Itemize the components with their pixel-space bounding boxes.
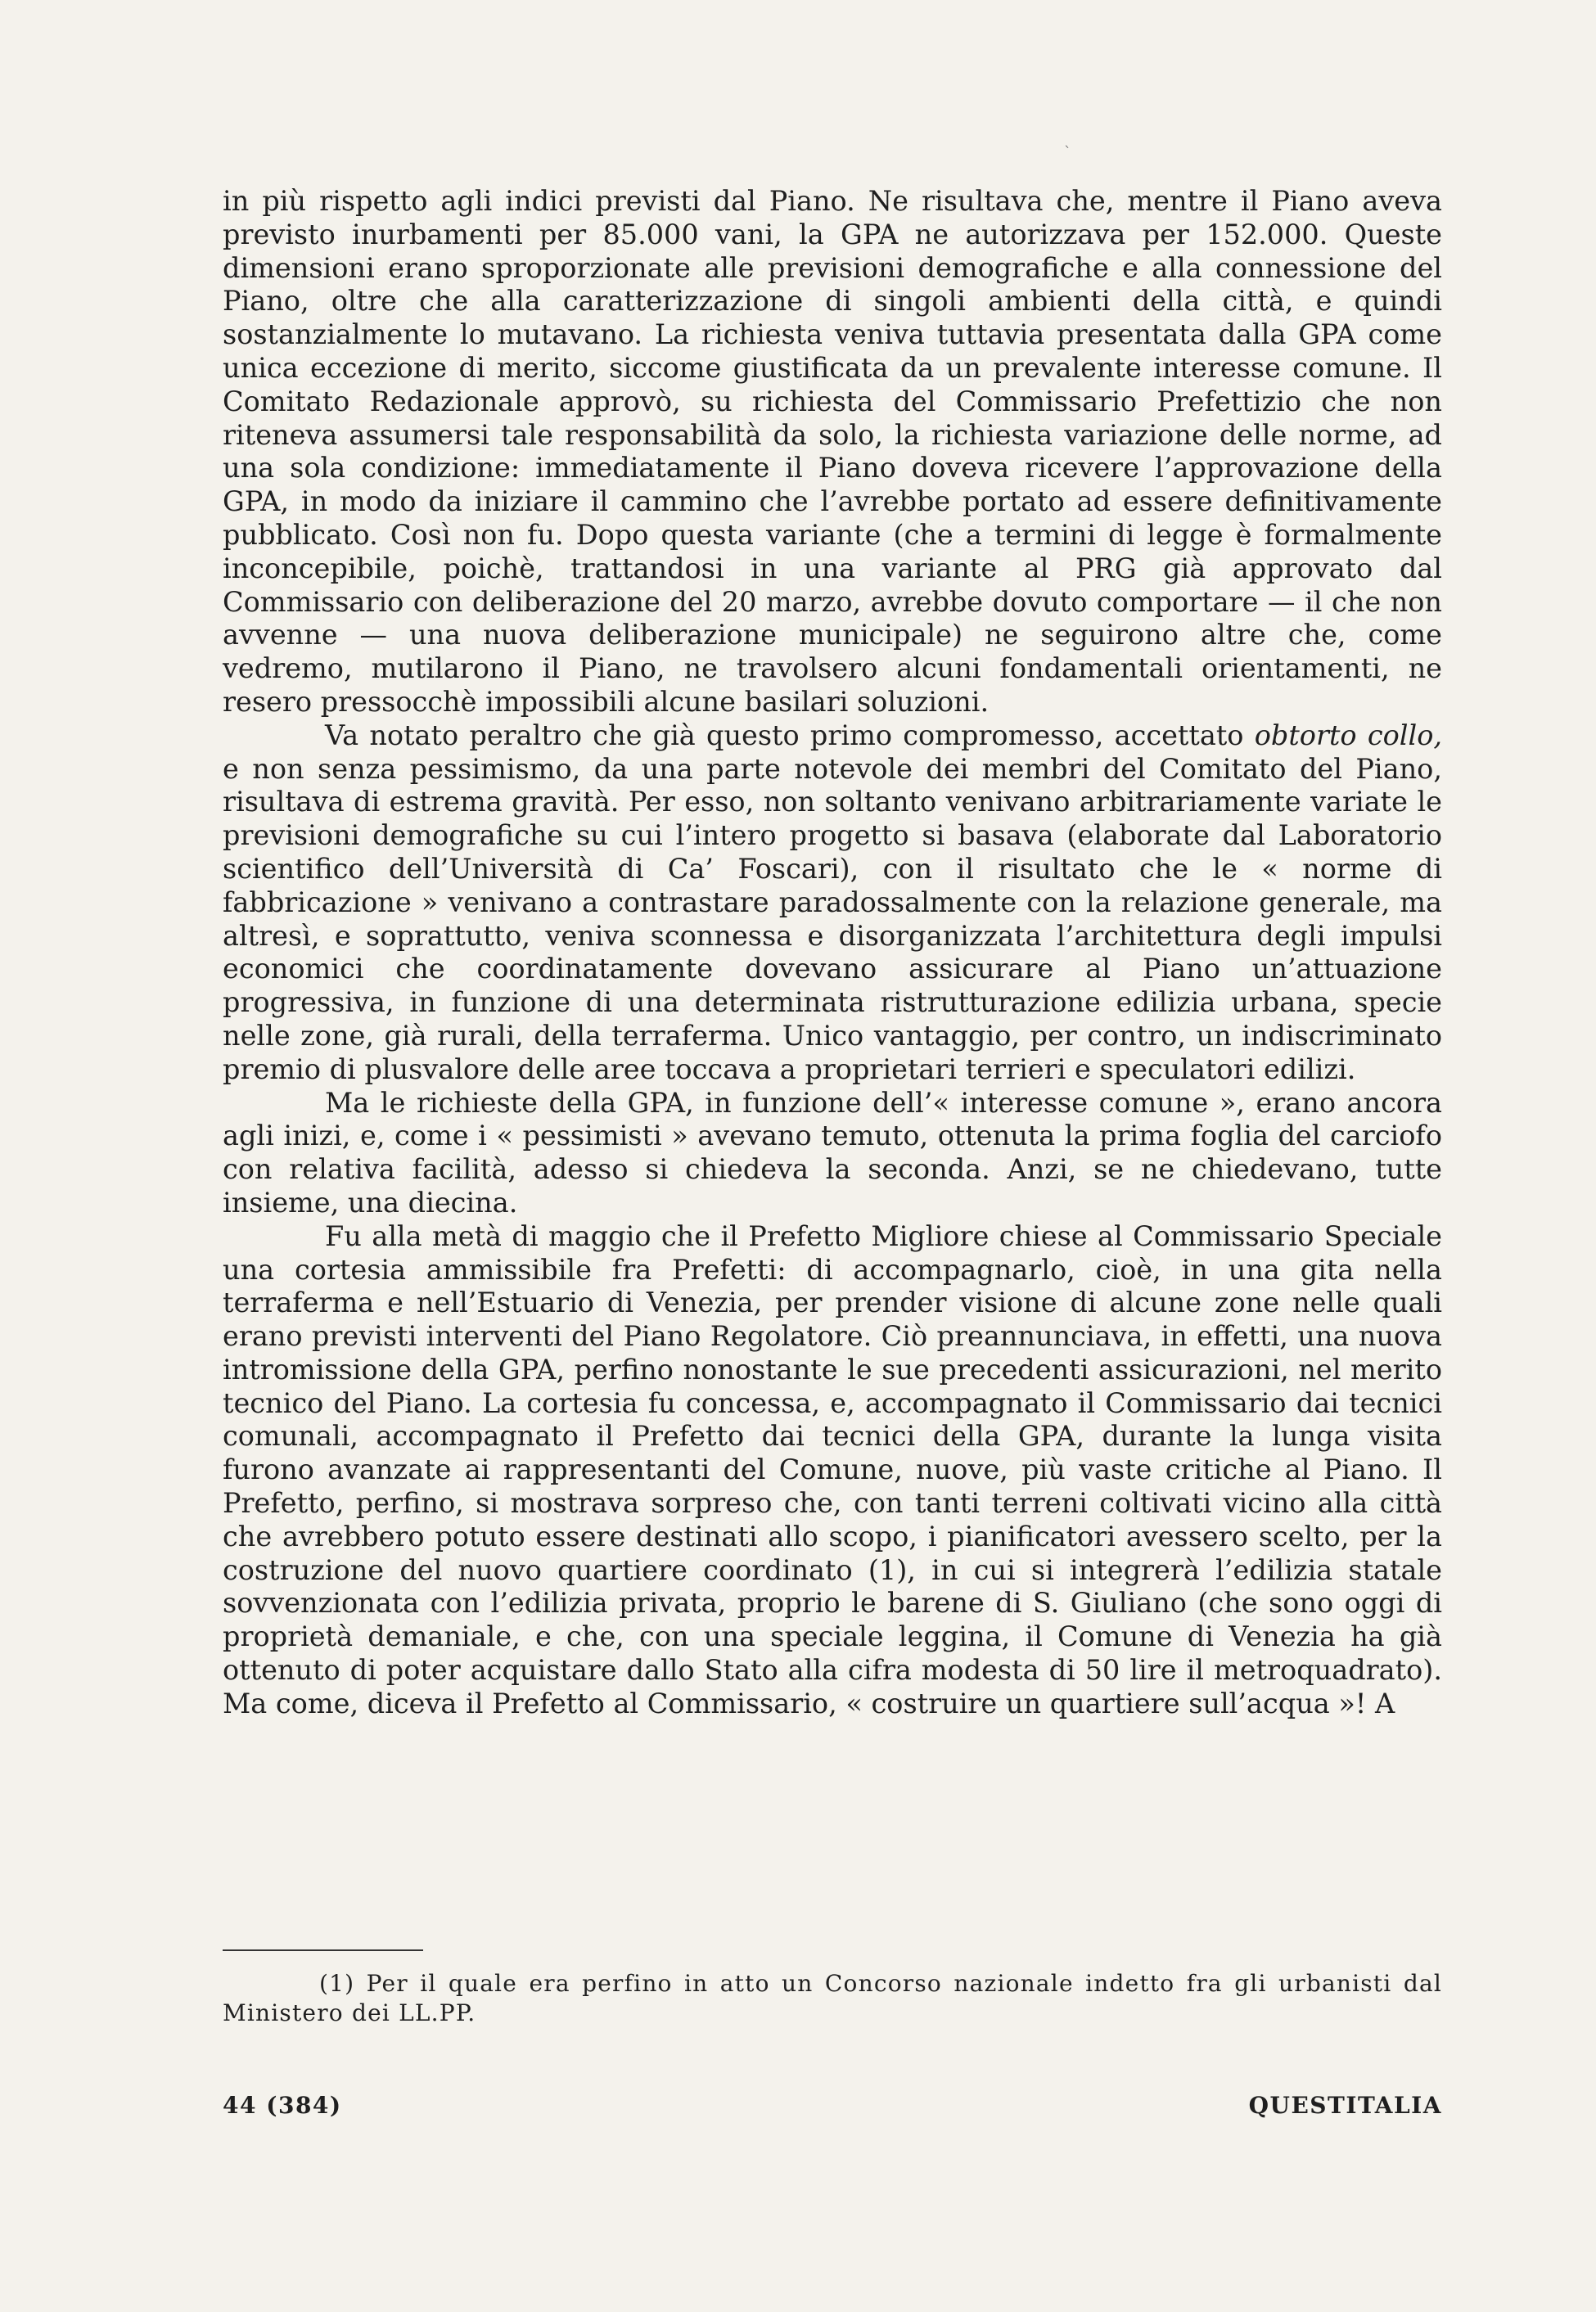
paragraph-2-after: e non senza pessimismo, da una parte notevole dei membri del Comitato del Piano, risultava di estrema gravità. Per esso, non soltanto venivano arbitrariamente variate le previsioni demografiche su cui l’intero progetto si basava (elaborate dal Laboratorio scientifico dell’Università di Ca’ Foscari), con il risultato che le « norme di fabbricazione » venivano a contrastare paradossalmente con la relazione generale, ma altresì, e soprattutto, veniva sconnessa e disorganizzata l’architettura degli impulsi economici che coordinatamente dovevano assicurare al Piano un’attuazione progressiva, in funzione di una determinata ristrutturazione edilizia urbana, specie nelle zone, già rurali, della terraferma. Unico vantaggio, per contro, un indiscriminato premio di plusvalore delle aree toccava a proprietari terrieri e speculatori edilizi. <box>223 752 1442 1085</box>
body-text <box>223 185 1442 1721</box>
paragraph-1: in più rispetto agli indici previsti dal Piano. Ne risultava che, mentre il Piano aveva previsto inurbamenti per 85.000 vani, la GPA ne autorizzava per 152.000. Queste dimensioni erano sproporzionate alle previsioni demografiche e alla connessione del Piano, oltre che alla caratterizzazione di singoli ambienti della città, e quindi sostanzialmente lo mutavano. La richiesta veniva tuttavia presentata dalla GPA come unica eccezione di merito, siccome giustificata da un prevalente interesse comune. Il Comitato Redazionale approvò, su richiesta del Commissario Prefettizio che non riteneva assumersi tale responsabilità da solo, la richiesta variazione delle norme, ad una sola condizione: immediatamente il Piano doveva ricevere l’approvazione della GPA, in modo da iniziare il cammino che l’avrebbe portato ad essere definitivamente pubblicato. Così non fu. Dopo questa variante (che a termini di legge è formalmente inconcepibile, poichè, trattandosi in una variante al PRG già approvato dal Commissario con deliberazione del 20 marzo, avrebbe dovuto comportare — il che non avvenne — una nuova deliberazione municipale) ne seguirono altre che, come vedremo, mutilarono il Piano, ne travolsero alcuni fondamentali orientamenti, ne resero pressocchè impossibili alcune basilari soluzioni. <box>223 185 1442 718</box>
paragraph-4: Fu alla metà di maggio che il Prefetto Migliore chiese al Commissario Speciale una cortesia ammissibile fra Prefetti: di accompagnarlo, cioè, in una gita nella terraferma e nell’Estuario di Venezia, per prender visione di alcune zone nelle quali erano previsti interventi del Piano Regolatore. Ciò preannunciava, in effetti, una nuova intromissione della GPA, perfino nonostante le sue precedenti assicurazioni, nel merito tecnico del Piano. La cortesia fu concessa, e, accompagnato il Commissario dai tecnici comunali, accompagnato il Prefetto dai tecnici della GPA, durante la lunga visita furono avanzate ai rappresentanti del Comune, nuove, più vaste critiche al Piano. Il Prefetto, perfino, si mostrava sorpreso che, con tanti terreni coltivati vicino alla città che avrebbero potuto essere destinati allo scopo, i pianificatori avessero scelto, per la costruzione del nuovo quartiere coordinato (1), in cui si integrerà l’edilizia statale sovvenzionata con l’edilizia privata, proprio le barene di S. Giuliano (che sono oggi di proprietà demaniale, e che, con una speciale leggina, il Comune di Venezia ha già ottenuto di poter acquistare dallo Stato alla cifra modesta di 50 lire il metroquadrato). Ma come, diceva il Prefetto al Commissario, « costruire un quartiere sull’acqua »! A <box>223 1219 1442 1719</box>
paragraph-2-before: Va notato peraltro che già questo primo compromesso, accettato <box>325 719 1255 751</box>
paragraph-2-emphasis: obtorto collo, <box>1254 719 1443 751</box>
journal-name: QUESTITALIA <box>1248 2092 1442 2119</box>
page-mark: ` <box>1064 144 1071 161</box>
footnote: (1) Per il quale era perfino in atto un Concorso nazionale indetto fra gli urbanisti dal Ministero dei LL.PP. <box>223 1970 1442 2026</box>
footnote-divider <box>223 1949 423 1951</box>
paragraph-2 <box>223 719 1442 1087</box>
paragraph-3: Ma le richieste della GPA, in funzione dell’« interesse comune », erano ancora agli inizi, e, come i « pessimisti » avevano temuto, ottenuta la prima foglia del carciofo con relativa facilità, adesso si chiedeva la seconda. Anzi, se ne chiedevano, tutte insieme, una diecina. <box>223 1086 1442 1219</box>
page-number: 44 (384) <box>223 2092 342 2119</box>
